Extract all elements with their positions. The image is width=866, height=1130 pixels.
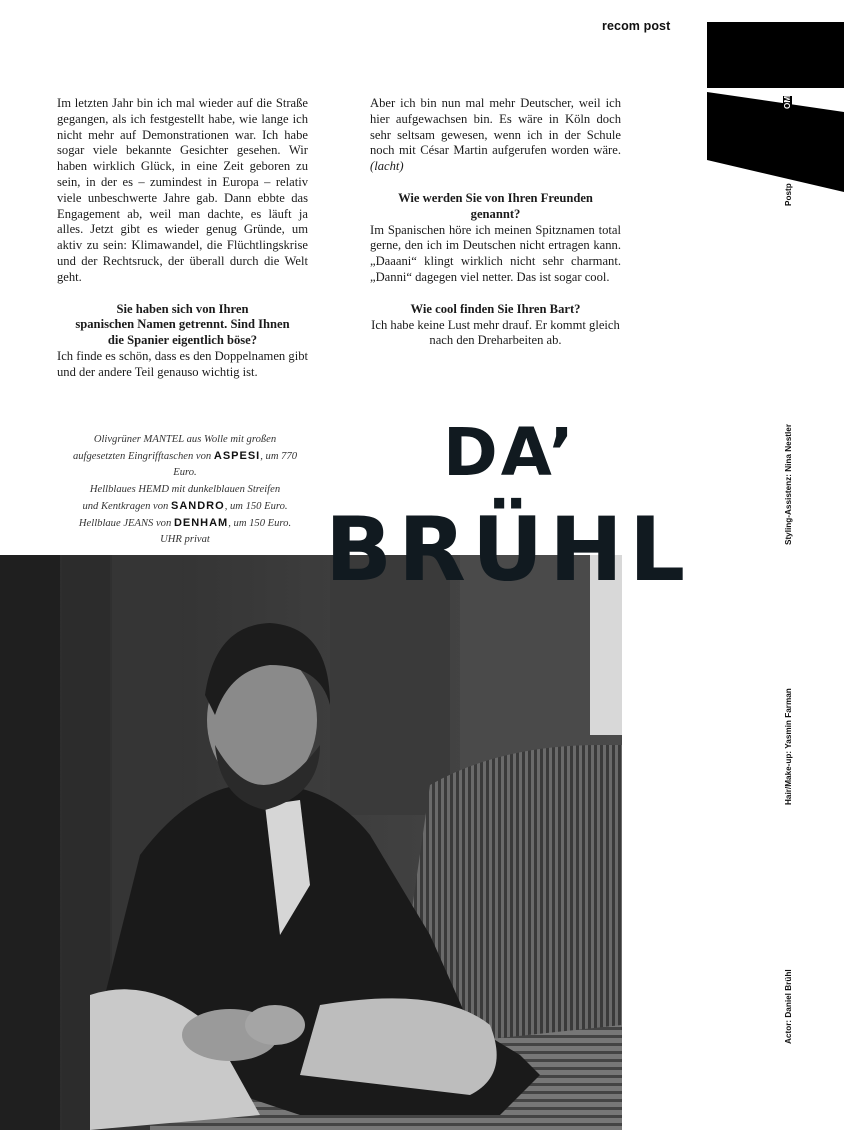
credit-actor: Actor: Daniel Brühl <box>784 969 793 1044</box>
brand-aspesi: ASPESI <box>213 450 261 463</box>
credit-styling-assistant: Styling-Assistenz: Nina Nestler <box>784 423 793 545</box>
interview-answer: Ich habe keine Lust mehr drauf. Er kommt gleich nach den Dreharbeiten ab. <box>371 317 620 348</box>
portrait-photo <box>0 555 622 1130</box>
decorative-black-shapes <box>707 22 844 192</box>
interview-answer: Ich finde es schön, dass es den Doppelnamen gibt und der andere Teil genauso wichtig ist. <box>57 348 308 379</box>
headline-line-2: BRÜHL <box>325 498 692 601</box>
interview-question: Wie werden Sie von Ihren Freunden genannt? <box>398 190 593 221</box>
interview-question: Sie haben sich von Ihren spanischen Namen getrennt. Sind Ihnen die Spanier eigentlich böse? <box>75 301 290 348</box>
fashion-credits-caption: Olivgrüner MANTEL aus Wolle mit großen aufgesetzten Eingrifftaschen von ASPESI, um 770 Euro. Hellblaues HEMD mit dunkelblauen Streifen und Kentkragen von SANDRO, um 150 Euro. Hellblaue JEANS von DENHAM, um 150 Euro. UHR privat <box>72 434 298 546</box>
brand-denham: DENHAM <box>173 517 229 530</box>
credit-hair-makeup: Hair/Make-up: Yasmin Farman <box>784 688 793 805</box>
article-column-right <box>370 96 621 349</box>
paragraph: Im letzten Jahr bin ich mal wieder auf die Straße gegangen, als ich festgestellt habe, wie lange ich nicht mehr auf Demonstrationen war. Ich habe sogar viele bekannte Gesichter gesehen. Wir haben wirklich Glück, in eine Zeit geboren zu sein, in der es – zumindest in Europa – relativ viele unbeschwerte Jahre gab. Dann ebbte das Engagement ab, weil man dachte, es läuft ja alles. Jetzt gibt es wieder genug Gründe, um aktiv zu sein: Klimawandel, die Flüchtlingskrise und der Rechtsruck, der überall durch die Welt geht. <box>57 96 308 284</box>
credit-postproduction-end: OM <box>783 95 792 109</box>
headline-line-1: DA’ <box>443 414 577 491</box>
article-column-left <box>57 96 308 381</box>
credit-postproduction: Postp <box>784 183 793 206</box>
interview-answer: Im Spanischen höre ich meinen Spitznamen total gerne, den ich im Deutschen nicht ertragen kann. „Daaani“ klingt wirklich nicht sehr charmant. „Danni“ dagegen viel netter. Das ist sogar cool. <box>370 222 621 284</box>
paragraph: Aber ich bin nun mal mehr Deutscher, weil ich hier aufgewachsen bin. Es wäre in Köln doch sehr seltsam gewesen, wenn ich in der Schule noch mit César Martin aufgerufen worden wäre. (lacht) <box>370 96 621 174</box>
interview-question: Wie cool finden Sie Ihren Bart? <box>410 301 581 316</box>
magazine-brand: recom post <box>602 19 671 33</box>
brand-sandro: SANDRO <box>171 499 225 512</box>
